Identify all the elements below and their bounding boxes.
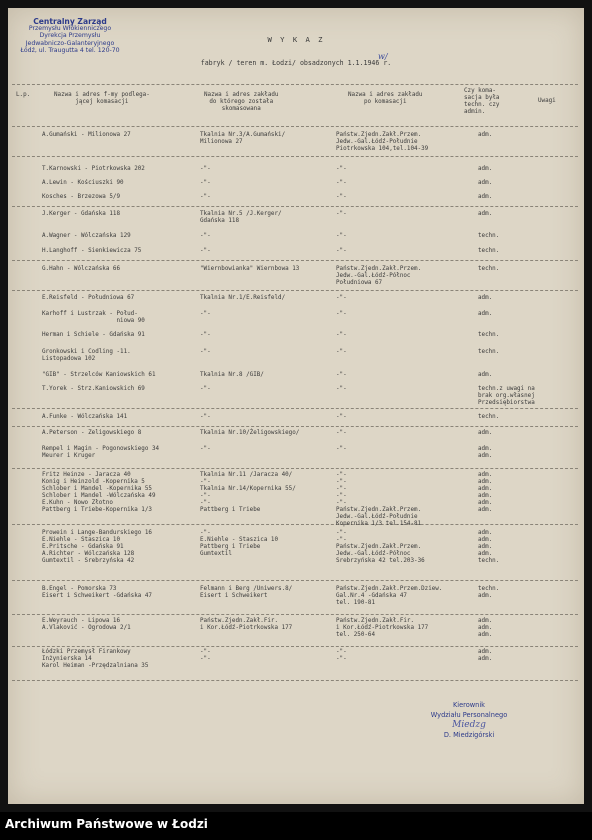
company-cell: A.Lewin - Kościuszki 90: [42, 180, 124, 186]
target-plant-cell: Tkalnia Nr.3/A.Gumański/ Milionowa 27: [200, 132, 286, 145]
target-plant-cell: "Wiernbowianka" Wiernbowa 13: [200, 266, 300, 272]
merge-type-cell: adm. adm.: [478, 446, 493, 459]
row-divider: [12, 614, 578, 615]
merge-type-cell: techn.: [478, 233, 500, 239]
after-merge-cell: -"-: [336, 386, 347, 392]
company-cell: A.Gumański - Milionowa 27: [42, 132, 131, 138]
merge-type-cell: adm.: [478, 166, 493, 172]
signature-name: D. Miedzigórski: [443, 731, 495, 739]
target-plant-cell: -"- -"-: [200, 649, 211, 662]
target-plant-cell: -"-: [200, 233, 211, 239]
company-cell: Kosches - Brzezowa 5/9: [42, 194, 121, 200]
after-merge-cell: -"-: [336, 372, 347, 378]
after-merge-cell: -"-: [336, 194, 347, 200]
after-merge-cell: -"-: [336, 430, 347, 436]
row-divider: [12, 646, 578, 647]
target-plant-cell: Tkalnia Nr.8 /GIB/: [200, 372, 264, 378]
target-plant-cell: -"-: [200, 166, 211, 172]
target-plant-cell: -"-: [200, 446, 211, 452]
company-cell: Prowein i Lange-Bandurskiego 16 E.Niehle - Staszica 10 E.Pritsche - Gdańska 91 A.Richter - Wólczańska 128 Gumtextil - Srebrzyńska 42: [42, 530, 152, 564]
header-company: Nazwa i adres f-my podlega- jącej komasacji: [54, 92, 150, 105]
after-merge-cell: -"-: [336, 446, 347, 452]
after-merge-cell: Państw.Zjedn.Zakł.Przem.Dziew. Gal.Nr.4 -Gdańska 47 tel. 190-81: [336, 586, 443, 606]
after-merge-cell: -"-: [336, 211, 347, 217]
stamp-line: Łódź, ul. Traugutta 4 tel. 120-70: [20, 46, 120, 54]
signature-block: [420, 700, 518, 740]
company-cell: A.Peterson - Zeligowskiego 8: [42, 430, 142, 436]
document-subtitle: fabryk / teren m. Łodzi/ obsadzonych 1.1.1946 r.: [200, 59, 392, 67]
company-cell: Fritz Heinze - Jaracza 40 Konig i Heinzold -Kopernika 5 Schlober i Mandel -Kopernika 55 Schlober i Mandel -Wólczańska 49 E.Kuhn - Nowo Złotno Pattberg i Triebe-Kopernika 1/3: [42, 472, 156, 513]
stamp-line: Jedwabniczo-Galanteryjnego: [25, 39, 115, 47]
document-page: [8, 8, 584, 804]
stamp-line: Centralny Zarząd: [33, 17, 107, 26]
after-merge-cell: -"-: [336, 311, 347, 317]
after-merge-cell: -"-: [336, 349, 347, 355]
after-merge-cell: -"-: [336, 233, 347, 239]
row-divider: [12, 426, 578, 427]
header-notes: Uwagi: [538, 98, 556, 104]
merge-type-cell: adm.: [478, 295, 493, 301]
merge-type-cell: techn.z uwagi na brak org.własnej Przedsiębiorstwa: [478, 386, 535, 406]
after-merge-cell: -"- -"- Państw.Zjedn.Zakł.Przem. Jedw.-Gal.Łódź-Północ Srebrzyńska 42 tel.203-36: [336, 530, 425, 564]
company-cell: A.Funke - Wólczańska 141: [42, 414, 128, 420]
row-divider: [12, 290, 578, 291]
company-cell: "GIB" - Strzelców Kaniowskich 61: [42, 372, 156, 378]
merge-type-cell: techn.: [478, 332, 500, 338]
target-plant-cell: -"-: [200, 386, 211, 392]
row-divider: [12, 468, 578, 469]
header-target-plant: Nazwa i adres zakładu do którego została skomasowana: [204, 92, 279, 112]
target-plant-cell: Tkalnia Nr.5 /J.Kerger/ Gdańska 118: [200, 211, 282, 224]
company-cell: Gronkowski i Codling -11. Listopadowa 102: [42, 349, 131, 362]
after-merge-cell: -"- -"-: [336, 649, 347, 662]
row-divider: [12, 156, 578, 157]
row-divider: [12, 580, 578, 581]
merge-type-cell: adm. adm.: [478, 649, 493, 662]
merge-type-cell: adm.: [478, 311, 493, 317]
company-cell: T.Karnowski - Piotrkowska 202: [42, 166, 145, 172]
merge-type-cell: adm.: [478, 430, 493, 436]
target-plant-cell: Państw.Zjedn.Zakł.Fir. i Kor.Łódź-Piotrkowska 177: [200, 618, 293, 631]
table-end-rule: [12, 680, 578, 681]
company-cell: Łódzki Przemysł Firankowy Inżynierska 14 Karol Heiman -Przędzalniana 35: [42, 649, 149, 669]
merge-type-cell: adm.: [478, 180, 493, 186]
company-cell: H.Langhoff - Sienkiewicza 75: [42, 248, 142, 254]
company-cell: T.Yorek - Strz.Kaniowskich 69: [42, 386, 145, 392]
header-rule-bottom: [12, 126, 578, 127]
target-plant-cell: -"-: [200, 332, 211, 338]
row-divider: [12, 260, 578, 261]
merge-type-cell: techn.: [478, 248, 500, 254]
header-rule-top: [12, 84, 578, 85]
company-cell: G.Hahn - Wólczańska 66: [42, 266, 121, 272]
merge-type-cell: adm.: [478, 194, 493, 200]
target-plant-cell: Tkalnia Nr.10/Żeligowskiego/: [200, 430, 300, 436]
after-merge-cell: -"-: [336, 332, 347, 338]
after-merge-cell: Państw.Zjedn.Zakł.Fir. i Kor.Łódź-Piotrkowska 177 tel. 250-64: [336, 618, 429, 638]
after-merge-cell: -"-: [336, 166, 347, 172]
company-cell: Karhoff i Lustrzak - Połud- niowa 90: [42, 311, 145, 324]
company-cell: A.Wagner - Wólczańska 129: [42, 233, 131, 239]
target-plant-cell: Felmann i Berg /Uniwers.8/ Eisert i Schweikert: [200, 586, 293, 599]
target-plant-cell: -"-: [200, 311, 211, 317]
target-plant-cell: -"-: [200, 180, 211, 186]
header-merge-type: Czy koma- sacja była techn. czy admin.: [464, 88, 500, 115]
target-plant-cell: -"-: [200, 414, 211, 420]
merge-type-cell: techn.: [478, 349, 500, 355]
handwritten-mark: w/: [378, 52, 388, 61]
signature-role: Kierownik: [452, 701, 486, 709]
handwritten-signature: Miedzg: [452, 720, 486, 730]
stamp-line: Przemysłu Włókienniczego: [28, 25, 112, 33]
after-merge-cell: Państw.Zjedn.Zakł.Przem. Jedw.-Gal.Łódź-Północ Południowa 67: [336, 266, 422, 286]
row-divider: [12, 206, 578, 207]
after-merge-cell: -"-: [336, 414, 347, 420]
archive-footer: [0, 812, 592, 840]
merge-type-cell: adm.: [478, 372, 493, 378]
signature-dept: Wydziału Personalnego: [430, 711, 508, 719]
company-cell: Rempel i Magin - Pogonowskiego 34 Meurer i Kruger: [42, 446, 160, 459]
merge-type-cell: adm. adm. adm. adm. techn.: [478, 530, 500, 564]
row-divider: [12, 408, 578, 409]
target-plant-cell: -"-: [200, 194, 211, 200]
after-merge-cell: Państw.Zjedn.Zakł.Przem. Jedw.-Gal.Łódź-Południe Piotrkowska 104,tel.104-39: [336, 132, 429, 152]
merge-type-cell: techn. adm.: [478, 586, 500, 599]
company-cell: E.Reisfeld - Południowa 67: [42, 295, 135, 301]
company-cell: Herman i Schiele - Gdańska 91: [42, 332, 145, 338]
company-cell: B.Engel - Pomorska 73 Eisert i Schweikert -Gdańska 47: [42, 586, 152, 599]
after-merge-cell: -"-: [336, 248, 347, 254]
merge-type-cell: adm. adm. adm. adm. adm. adm.: [478, 472, 493, 513]
merge-type-cell: adm.: [478, 211, 493, 217]
stamp-line: Dyrekcja Przemysłu: [39, 32, 101, 40]
target-plant-cell: -"-: [200, 248, 211, 254]
company-cell: E.Weyrauch - Lipowa 16 A.Vlaković - Ogrodowa 2/1: [42, 618, 131, 631]
after-merge-cell: -"-: [336, 295, 347, 301]
archive-footer-text: Archiwum Państwowe w Łodzi: [5, 817, 208, 831]
merge-type-cell: adm. adm. adm.: [478, 618, 493, 638]
merge-type-cell: techn.: [478, 266, 500, 272]
target-plant-cell: -"- E.Niehle - Staszica 10 Pattberg i Triebe Gumtextil: [200, 530, 279, 557]
company-cell: J.Kerger - Gdańska 118: [42, 211, 121, 217]
after-merge-cell: -"-: [336, 180, 347, 186]
header-after-merge: Nazwa i adres zakładu po komasacji: [348, 92, 423, 105]
header-lp: L.p.: [16, 92, 31, 98]
merge-type-cell: adm.: [478, 132, 493, 138]
target-plant-cell: Tkalnia Nr.11 /Jaracza 40/ -"- Tkalnia Nr.14/Kopernika 55/ -"- -"- Pattberg i Triebe: [200, 472, 296, 513]
target-plant-cell: Tkalnia Nr.1/E.Reisfeld/: [200, 295, 286, 301]
target-plant-cell: -"-: [200, 349, 211, 355]
row-divider: [12, 524, 578, 525]
document-title: W Y K A Z: [267, 35, 325, 44]
after-merge-cell: -"- -"- -"- -"- -"- Państw.Zjedn.Zakł.Przem. Jedw.-Gal.Łódź-Południe Kopernika 1/3 tel.154-81: [336, 472, 422, 527]
merge-type-cell: techn.: [478, 414, 500, 420]
